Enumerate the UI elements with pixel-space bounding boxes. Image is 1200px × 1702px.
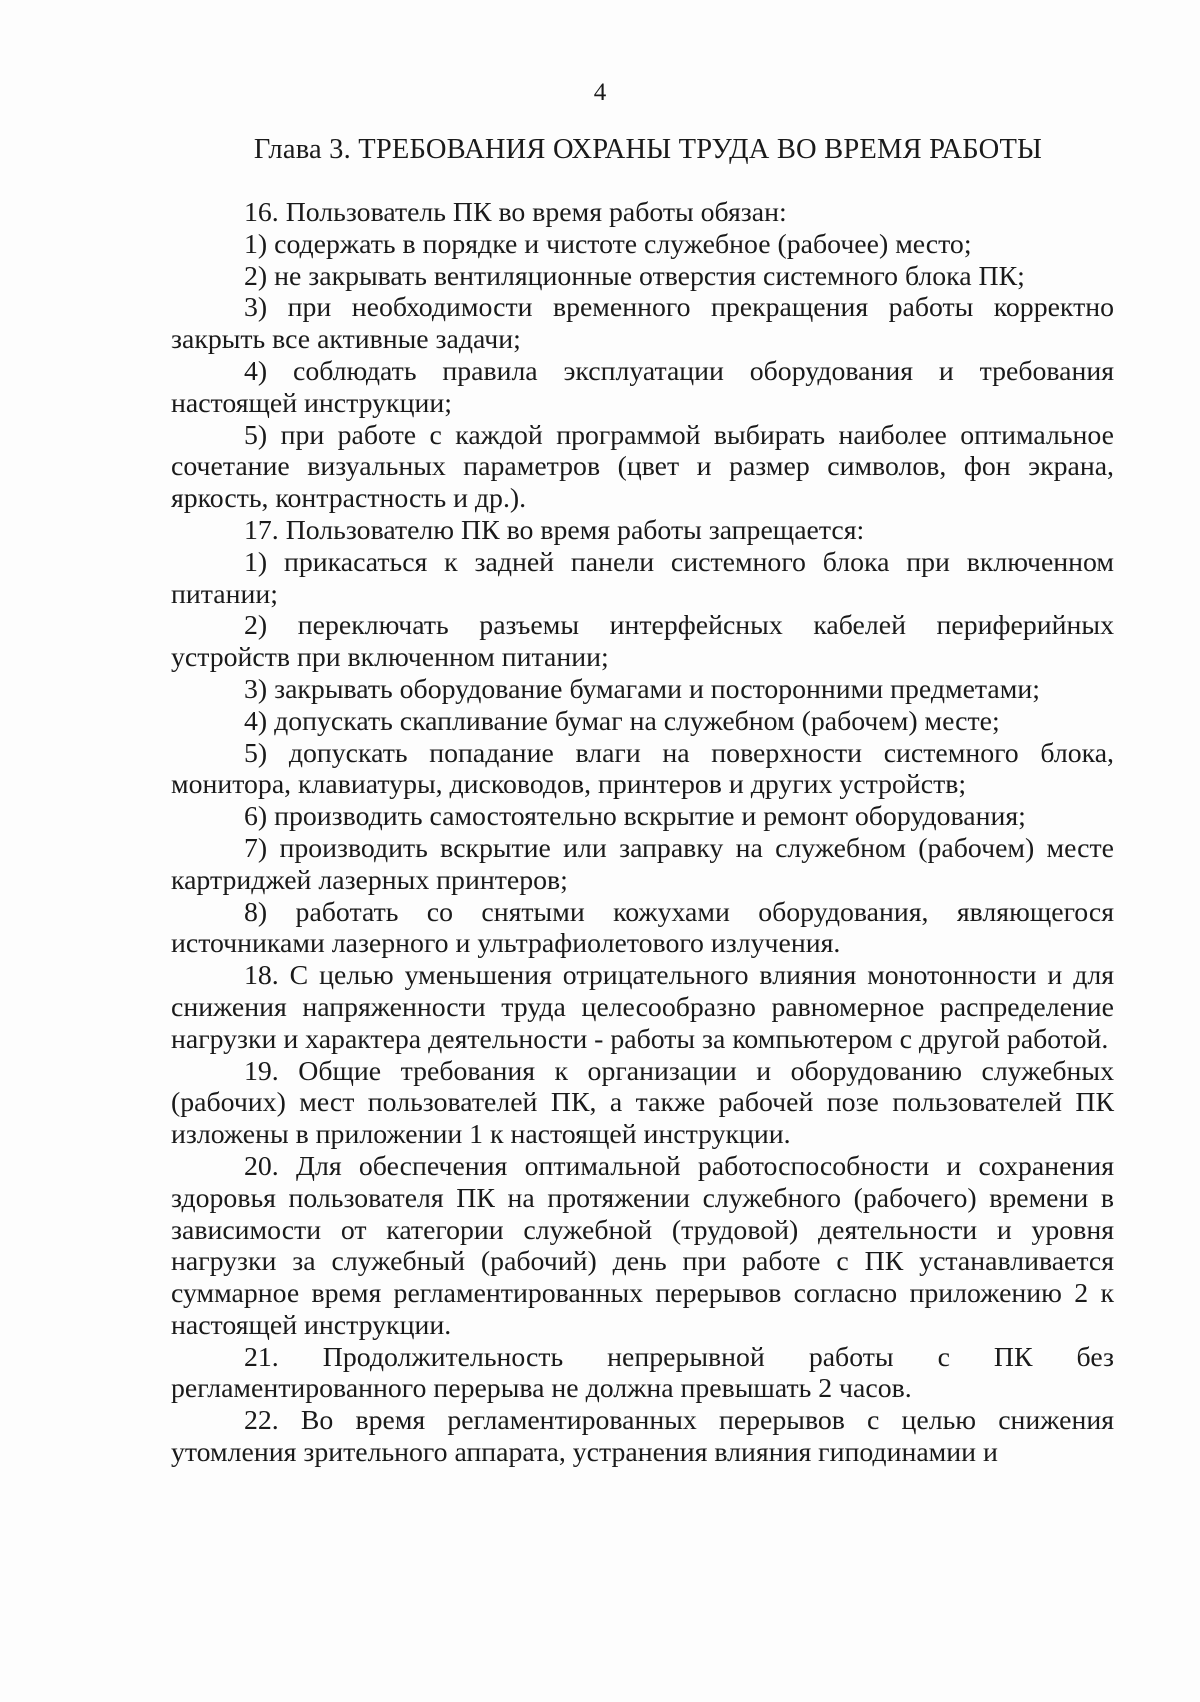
paragraph-21: 21. Продолжительность непрерывной работы с ПК без регламентированного перерыва не должна превышать 2 часов. xyxy=(171,1341,1114,1405)
paragraph-17: 17. Пользователю ПК во время работы запрещается: xyxy=(244,514,865,546)
list-item-16-3: 3) при необходимости временного прекращения работы корректно закрыть все активные задачи; xyxy=(171,292,1114,356)
list-item-17-3: 3) закрывать оборудование бумагами и посторонними предметами; xyxy=(244,673,1040,705)
paragraph-19: 19. Общие требования к организации и оборудованию служебных (рабочих) мест пользователей ПК, а также рабочей позе пользователей ПК изложены в приложении 1 к настоящей инструкции. xyxy=(171,1055,1114,1151)
list-item-16-1: 1) содержать в порядке и чистоте служебное (рабочее) место; xyxy=(244,228,972,260)
paragraph-18: 18. С целью уменьшения отрицательного влияния монотонности и для снижения напряженности труда целесообразно равномерное распределение нагрузки и характера деятельности - работы за компьютером с другой работой. xyxy=(171,960,1114,1055)
list-item-17-7: 7) производить вскрытие или заправку на служебном (рабочем) месте картриджей лазерных принтеров; xyxy=(171,832,1114,896)
paragraph-16: 16. Пользователь ПК во время работы обязан: xyxy=(244,197,787,228)
list-item-17-1: 1) прикасаться к задней панели системного блока при включенном питании; xyxy=(171,546,1114,610)
list-item-17-5: 5) допускать попадание влаги на поверхности системного блока, монитора, клавиатуры, дисководов, принтеров и других устройств; xyxy=(171,737,1114,801)
list-item-17-4: 4) допускать скапливание бумаг на служебном (рабочем) месте; xyxy=(244,705,1000,737)
chapter-title: Глава 3. ТРЕБОВАНИЯ ОХРАНЫ ТРУДА ВО ВРЕМЯ РАБОТЫ xyxy=(253,134,1043,165)
list-item-17-6: 6) производить самостоятельно вскрытие и ремонт оборудования; xyxy=(244,801,1026,833)
list-item-16-2: 2) не закрывать вентиляционные отверстия системного блока ПК; xyxy=(244,260,1025,292)
paragraph-20: 20. Для обеспечения оптимальной работоспособности и сохранения здоровья пользователя ПК на протяжении служебного (рабочего) времени в зависимости от категории служебной (трудовой) деятельности и уровня нагрузки за служебный (рабочий) день при работе с ПК устанавливается суммарное время регламентированных перерывов согласно приложению 2 к настоящей инструкции. xyxy=(171,1150,1114,1341)
paragraph-22: 22. Во время регламентированных перерывов с целью снижения утомления зрительного аппарата, устранения влияния гиподинамии и xyxy=(171,1405,1114,1469)
body-text xyxy=(171,197,1114,1469)
page-number: 4 xyxy=(593,79,607,106)
list-item-16-5: 5) при работе с каждой программой выбирать наиболее оптимальное сочетание визуальных параметров (цвет и размер символов, фон экрана, яркость, контрастность и др.). xyxy=(171,419,1114,515)
list-item-17-8: 8) работать со снятыми кожухами оборудования, являющегося источниками лазерного и ультрафиолетового излучения. xyxy=(171,896,1114,960)
list-item-17-2: 2) переключать разъемы интерфейсных кабелей периферийных устройств при включенном питании; xyxy=(171,610,1114,674)
list-item-16-4: 4) соблюдать правила эксплуатации оборудования и требования настоящей инструкции; xyxy=(171,355,1114,419)
